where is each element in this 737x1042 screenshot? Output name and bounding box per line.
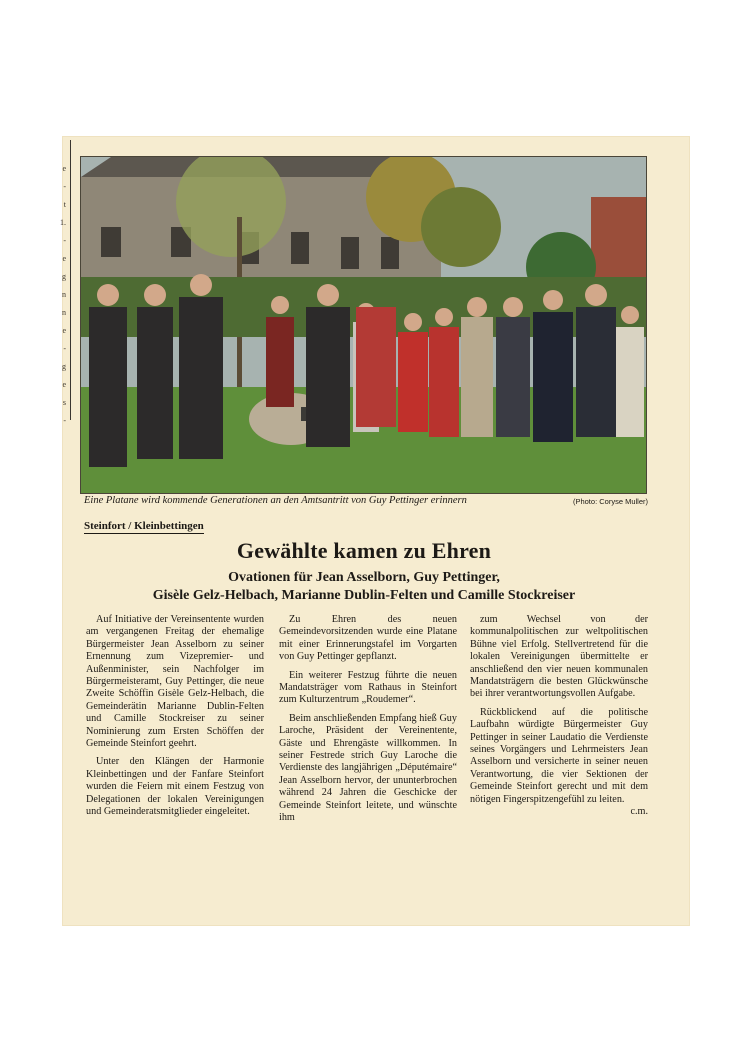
article-column-3 <box>470 614 648 819</box>
article-kicker: Steinfort / Kleinbettingen <box>84 520 204 532</box>
paragraph-text: Rückblickend auf die politische Laufbahn würdigte Bürgermeister Guy Pettinger in seiner Laudatio die Verdienste seines Vorgängers und Lehrmeisters Jean Asselborn und versicherte in seiner neuen Verantwortung, die vier Sektionen der Gemeinde Steinfort gerecht und mit dem nötigen Fingerspitzengefühl zu leiten. <box>470 706 648 805</box>
fragment: - <box>63 344 66 353</box>
photo-caption: Eine Platane wird kommende Generationen an den Amtsantritt von Guy Pettinger erinnern <box>84 495 467 506</box>
fragment: g <box>62 272 66 281</box>
paragraph: Ein weiterer Festzug führte die neuen Mandatsträger vom Rathaus in Steinfort zum Kulturzentrum „Roudemer“. <box>279 669 457 706</box>
author-signature: c.m. <box>630 806 648 818</box>
photo-credit: (Photo: Coryse Muller) <box>572 497 648 506</box>
photo-illustration <box>81 157 646 493</box>
fragment: e <box>62 326 66 335</box>
article-headline: Gewählte kamen zu Ehren <box>236 538 492 563</box>
fragment: n <box>62 290 66 299</box>
article-column-1 <box>86 614 264 825</box>
fragment: - <box>63 182 66 191</box>
fragment: s <box>62 398 66 407</box>
fragment: t <box>63 200 66 209</box>
fragment: g <box>62 362 66 371</box>
fragment: - <box>63 416 66 425</box>
paragraph <box>470 706 648 818</box>
subheadline-line-1: Ovationen für Jean Asselborn, Guy Pettinger, <box>228 570 500 585</box>
paragraph: Auf Initiative der Vereinsentente wurden am vergangenen Freitag der ehemalige Bürgermeister Jean Asselborn zu seiner Ernennung zum Vizepremier- und Außenminister, sein Nachfolger im Bürgermeisteramt, Guy Pettinger, die neue Zweite Schöffin Gisèle Gelz-Helbach, die Gemeinderätin Marianne Dublin-Felten und Camille Stockreiser zu seiner Nominierung zum Ersten Schöffen der Gemeinde Steinfort geehrt. <box>86 614 264 750</box>
fragment: 1. <box>60 218 66 227</box>
fragment: e <box>62 254 66 263</box>
fragment: e <box>62 380 66 389</box>
paragraph: Zu Ehren des neuen Gemeindevorsitzenden wurde eine Platane mit einer Erinnerungstafel im Vorgarten von Guy Pettinger gepflanzt. <box>279 614 457 663</box>
fragment: n <box>62 308 66 317</box>
article-subheadline <box>84 569 644 605</box>
paragraph: zum Wechsel von der kommunalpolitischen zur weltpolitischen Bühne viel Erfolg. Stellvertretend für die lokalen Vereinigungen übermittelte er anschließend den vier neuen kommunalen Mandatsträgern die besten Glückwünsche bei ihrer verantwortungsvollen Aufgabe. <box>470 614 648 700</box>
adjacent-column-rule <box>70 140 71 420</box>
fragment: e <box>62 164 66 173</box>
fragment: - <box>63 236 66 245</box>
paragraph: Unter den Klängen der Harmonie Kleinbettingen und der Fanfare Steinfort wurden die Feiern mit einem Festzug von Delegationen der lokalen Vereinigungen und Gemeinderatsmitglieder eingeleitet. <box>86 756 264 818</box>
subheadline-line-2: Gisèle Gelz-Helbach, Marianne Dublin-Felten und Camille Stockreiser <box>152 588 576 603</box>
news-photo <box>80 156 647 494</box>
adjacent-column-fragments <box>52 160 66 430</box>
article-column-2 <box>279 614 457 831</box>
paragraph: Beim anschließenden Empfang hieß Guy Laroche, Präsident der Vereinentente, Gäste und Ehrengäste willkommen. In seiner Festrede strich Guy Laroche die Verdienste des langjährigen „Députémaire“ Jean Asselborn hervor, der ununterbrochen während 24 Jahren die Geschicke der Gemeinde Steinfort leitete, und wünschte ihm <box>279 712 457 824</box>
